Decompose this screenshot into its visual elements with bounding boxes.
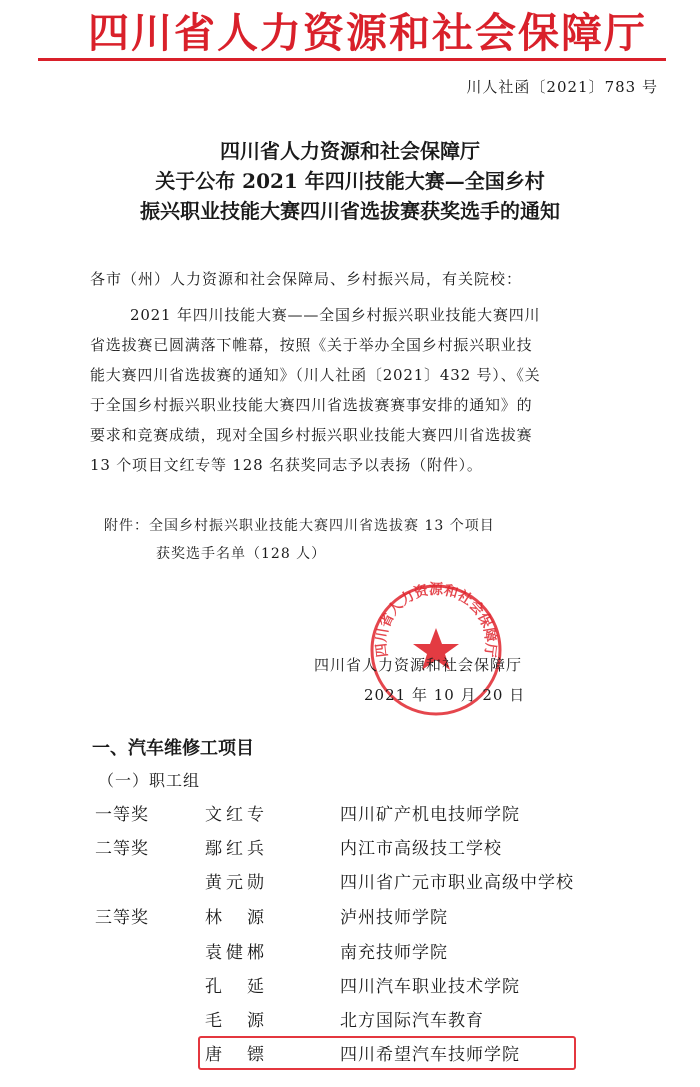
body-line: 能大赛四川省选拔赛的通知》（川人社函〔2021〕432 号）、《关 bbox=[90, 366, 541, 384]
letterhead-divider bbox=[38, 58, 666, 61]
title-line-2: 关于公布 2021 年四川技能大赛—全国乡村 bbox=[155, 169, 545, 193]
winner-school: 四川矿产机电技师学院 bbox=[340, 805, 520, 825]
winner-name: 袁健郴 bbox=[205, 943, 268, 963]
attachment-line-1: 附件：全国乡村振兴职业技能大赛四川省选拔赛 13 个项目 bbox=[104, 518, 495, 534]
winner-school: 泸州技师学院 bbox=[340, 908, 448, 928]
seal-text: 四川省人力资源和社会保障厅 bbox=[373, 582, 499, 659]
award-row bbox=[0, 800, 700, 834]
winner-name: 林 源 bbox=[205, 908, 268, 928]
winner-name: 黄元勋 bbox=[205, 873, 268, 893]
signature-date: 2021 年 10 月 20 日 bbox=[364, 686, 526, 704]
winner-school: 四川希望汽车技师学院 bbox=[340, 1045, 520, 1065]
body-line: 13 个项目文红专等 128 名获奖同志予以表扬（附件）。 bbox=[90, 456, 483, 474]
winner-school: 北方国际汽车教育 bbox=[340, 1011, 484, 1031]
winner-school: 内江市高级技工学校 bbox=[340, 839, 502, 859]
body-line: 于全国乡村振兴职业技能大赛四川省选拔赛赛事安排的通知》的 bbox=[90, 396, 533, 414]
award-row bbox=[0, 938, 700, 972]
winner-school: 四川省广元市职业高级中学校 bbox=[340, 873, 574, 893]
document-number: 川人社函〔2021〕783 号 bbox=[466, 78, 658, 96]
body-line: 2021 年四川技能大赛——全国乡村振兴职业技能大赛四川 bbox=[130, 306, 541, 324]
group-title: （一）职工组 bbox=[98, 771, 201, 790]
body-line: 要求和竞赛成绩，现对全国乡村振兴职业技能大赛四川省选拔赛 bbox=[90, 426, 533, 444]
body-paragraph bbox=[90, 300, 650, 480]
award-level: 一等奖 bbox=[95, 805, 149, 825]
winner-name: 鄢红兵 bbox=[205, 839, 268, 859]
section-title: 一、汽车维修工项目 bbox=[92, 738, 254, 759]
winner-school: 南充技师学院 bbox=[340, 943, 448, 963]
winner-name: 文红专 bbox=[205, 805, 268, 825]
signature-org: 四川省人力资源和社会保障厅 bbox=[314, 656, 523, 674]
winner-name: 唐 镖 bbox=[205, 1045, 268, 1065]
award-row bbox=[0, 868, 700, 902]
salutation: 各市（州）人力资源和社会保障局、乡村振兴局，有关院校： bbox=[90, 270, 523, 288]
body-line: 省选拔赛已圆满落下帷幕，按照《关于举办全国乡村振兴职业技 bbox=[90, 336, 533, 354]
title-line-3: 振兴职业技能大赛四川省选拔赛获奖选手的通知 bbox=[140, 199, 560, 223]
award-level: 二等奖 bbox=[95, 839, 149, 859]
attachment-note bbox=[104, 512, 495, 568]
award-row bbox=[0, 834, 700, 868]
winner-name: 毛 源 bbox=[205, 1011, 268, 1031]
attachment-line-2: 获奖选手名单（128 人） bbox=[156, 546, 327, 562]
document-title bbox=[0, 136, 700, 226]
award-row bbox=[0, 903, 700, 937]
highlight-box bbox=[198, 1036, 576, 1070]
award-level: 三等奖 bbox=[95, 908, 149, 928]
award-row bbox=[0, 1006, 700, 1040]
letterhead-title: 四川省人力资源和社会保障厅 bbox=[88, 9, 647, 57]
winner-name: 孔 延 bbox=[205, 977, 268, 997]
title-line-1: 四川省人力资源和社会保障厅 bbox=[220, 139, 480, 163]
award-row bbox=[0, 972, 700, 1006]
winner-school: 四川汽车职业技术学院 bbox=[340, 977, 520, 997]
